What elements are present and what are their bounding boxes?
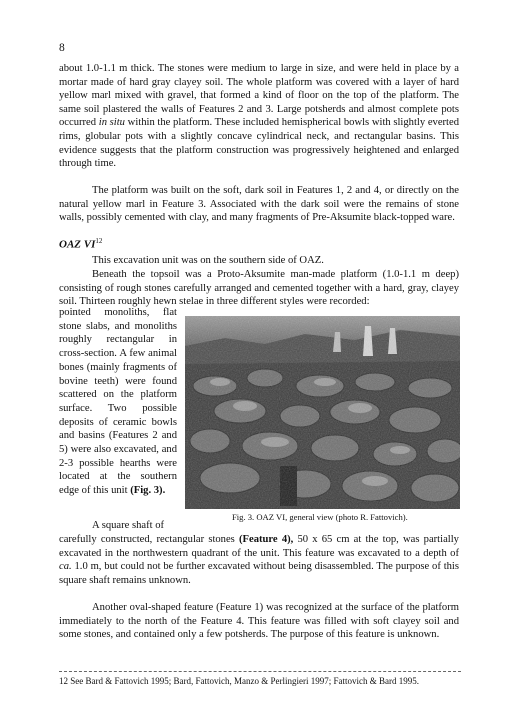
- paragraph-square-shaft: [59, 533, 459, 587]
- heading-footnote-ref: 12: [95, 237, 103, 245]
- paragraph-shaft-start: A square shaft of: [92, 520, 165, 531]
- paragraph-platform-base: The platform was built on the soft, dark soil in Features 1, 2 and 4, or directly on the natural yellow marl in Feature 3. Associated with the dark soil were the remains of stone walls, possibly cemented with clay, and many fragments of Pre-Aksumite black-topped ware.: [59, 185, 459, 224]
- paragraph-oval-feature: Another oval-shaped feature (Feature 1) was recognized at the surface of the platform immediately to the north of the Feature 4. This feature was filled with soft clayey soil and some stones, and contained only a few potsherds. The purpose of this feature is unknown.: [59, 602, 459, 641]
- excavation-photo-image: [185, 316, 460, 509]
- para1-italic: in situ: [98, 117, 125, 129]
- paragraph-stelae-wrapped: [59, 306, 177, 498]
- paragraph-unit-location: This excavation unit was on the southern side of OAZ.: [92, 255, 324, 266]
- section-heading: [59, 237, 102, 251]
- paragraph-platform-stelae: Beneath the topsoil was a Proto-Aksumite man-made platform (1.0-1.1 m deep) consisting of rough stones carefully arranged and cemented together with a hard, gray, clayey soil. Thirteen roughly hewn stelae in three different styles were recorded:: [59, 269, 459, 308]
- page-number: 8: [59, 42, 65, 54]
- shaft-end: 1.0 m, but could not be further excavated without being disassembled. The purpose of this square shaft remains unknown.: [59, 561, 460, 586]
- para1-end: within the platform. These included hemispherical bowls with slightly everted rims, globular pots with a slightly concave cylindrical neck, and rectangular basins. This evidence suggests that the platform construction was progressively heightened and enlarged through time.: [59, 117, 459, 170]
- para1-text: about 1.0-1.1 m thick. The stones were medium to large in size, and were held in place by a mortar made of hard gray clayey soil. The whole platform was covered with a layer of hard yellow marl mixed with gravel, that formed a kind of floor on the top of the platform. The same soil plastered the walls of Features 2 and 3. Large potsherds and almost complete pots occurred: [59, 63, 459, 129]
- shaft-text: carefully constructed, rectangular stones: [59, 534, 235, 545]
- heading-text: OAZ VI: [59, 238, 96, 251]
- shaft-mid: 50 x 65 cm at the top, was partially excavated in the northwestern quadrant of the unit. This feature was excavated to a depth of: [59, 534, 459, 559]
- shaft-feature-ref: (Feature 4),: [239, 534, 294, 545]
- paragraph-platform-construction: [59, 62, 459, 171]
- footnote: 12 See Bard & Fattovich 1995; Bard, Fattovich, Manzo & Perlingieri 1997; Fattovich & Bard 1995.: [59, 676, 419, 686]
- excavation-photo: [185, 316, 460, 509]
- footnote-divider: [59, 671, 461, 672]
- figure-reference: (Fig. 3).: [130, 485, 166, 497]
- figure-caption: Fig. 3. OAZ VI, general view (photo R. Fattovich).: [232, 512, 408, 522]
- stelae-text: pointed monoliths, flat stone slabs, and monoliths roughly rectangular in cross-section. A few animal bones (mainly fragments of bovine teeth) were found scattered on the platform surface. Two possible deposits of ceramic bowls and basins (Features 2 and 5) were also excavated, and 2-3 possible hearths were located at the southern edge of this unit: [59, 307, 177, 497]
- shaft-circa: ca.: [59, 561, 72, 573]
